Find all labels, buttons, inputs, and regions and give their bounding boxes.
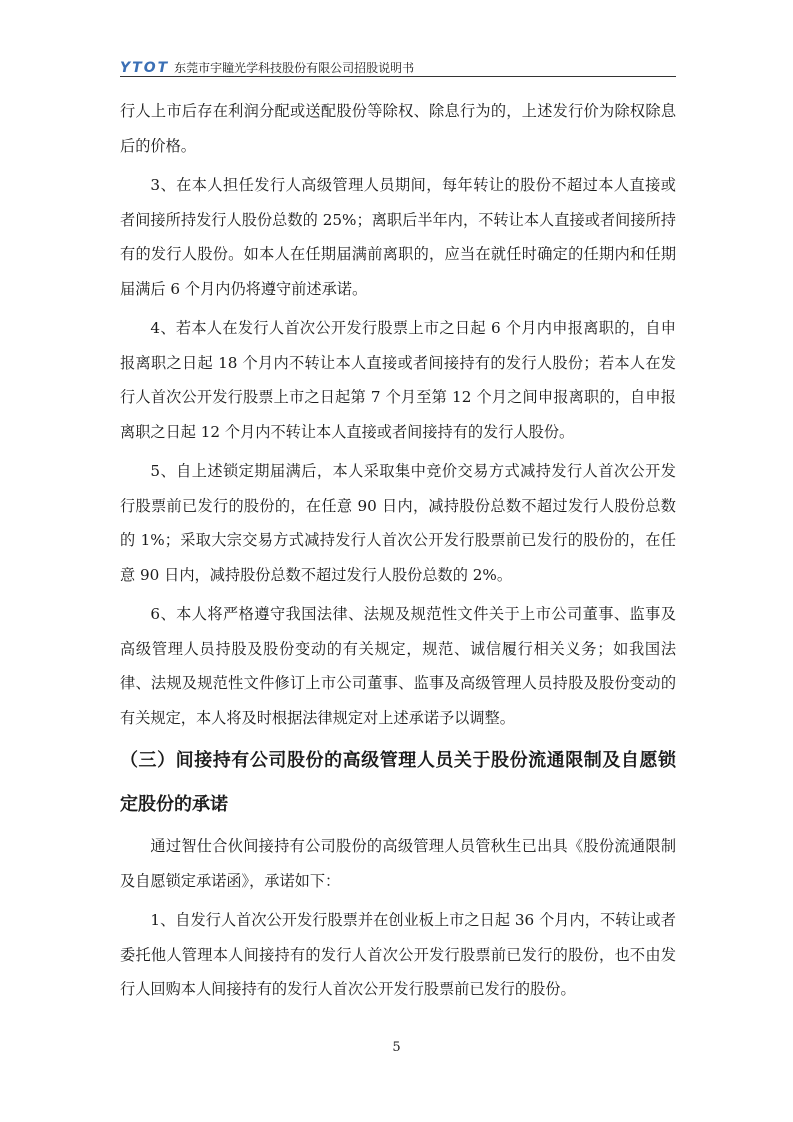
paragraph-continuation: 行人上市后存在利润分配或送配股份等除权、除息行为的，上述发行价为除权除息后的价格。 xyxy=(120,102,676,155)
page-number: 5 xyxy=(392,1040,401,1055)
company-logo: YTOT xyxy=(120,60,170,76)
document-title: 东莞市宇瞳光学科技股份有限公司招股说明书 xyxy=(174,61,415,75)
paragraph-item-1: 1、自发行人首次公开发行股票并在创业板上市之日起 36 个月内，不转让或者委托他人管理本人间接持有的发行人首次公开发行股票前已发行的股份，也不由发行人回购本人间接持有的发行人首次公开发行股票前已发行的股份。 xyxy=(120,911,676,998)
page-header xyxy=(120,56,676,76)
paragraph-item-4: 4、若本人在发行人首次公开发行股票上市之日起 6 个月内申报离职的，自申报离职之日起 18 个月内不转让本人直接或者间接持有的发行人股份；若本人在发行人首次公开发行股票上市之日起第 7 个月至第 12 个月之间申报离职的，自申报离职之日起 12 个月内不转让本人直接或者间接持有的发行人股份。 xyxy=(120,319,676,441)
header-divider xyxy=(120,76,676,77)
paragraph-item-6: 6、本人将严格遵守我国法律、法规及规范性文件关于上市公司董事、监事及高级管理人员持股及股份变动的有关规定，规范、诚信履行相关义务；如我国法律、法规及规范性文件修订上市公司董事、监事及高级管理人员持股及股份变动的有关规定，本人将及时根据法律规定对上述承诺予以调整。 xyxy=(120,605,676,727)
paragraph-item-3: 3、在本人担任发行人高级管理人员期间，每年转让的股份不超过本人直接或者间接所持发行人股份总数的 25%；离职后半年内，不转让本人直接或者间接所持有的发行人股份。如本人在任期届满前离职的，应当在就任时确定的任期内和任期届满后 6 个月内仍将遵守前述承诺。 xyxy=(120,176,676,298)
section-heading: （三）间接持有公司股份的高级管理人员关于股份流通限制及自愿锁定股份的承诺 xyxy=(120,750,676,815)
paragraph-intro: 通过智仕合伙间接持有公司股份的高级管理人员管秋生已出具《股份流通限制及自愿锁定承诺函》，承诺如下： xyxy=(120,837,676,890)
document-body xyxy=(120,94,676,1007)
paragraph-item-5: 5、自上述锁定期届满后，本人采取集中竞价交易方式减持发行人首次公开发行股票前已发行的股份的，在任意 90 日内，减持股份总数不超过发行人股份总数的 1%；采取大宗交易方式减持发行人首次公开发行股票前已发行的股份的，在任意 90 日内，减持股份总数不超过发行人股份总数的 2%。 xyxy=(120,462,676,584)
